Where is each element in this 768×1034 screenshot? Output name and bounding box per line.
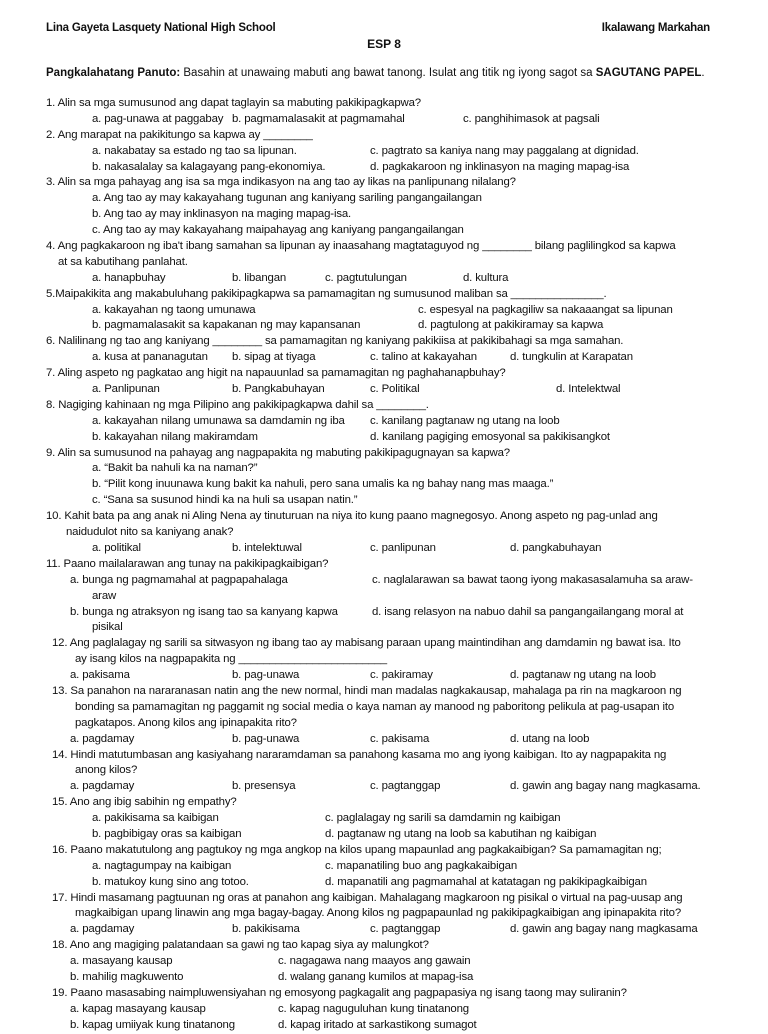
question-line: [0, 541, 768, 557]
question-line: [0, 700, 768, 716]
answer-choice: c. Ang tao ay may kakayahang maipahayag ang kaniyang pangangailangan: [92, 224, 464, 237]
question-line: [0, 430, 768, 446]
answer-choice: c. pagtrato sa kaniya nang may paggalang at dignidad.: [370, 144, 639, 157]
question-line: [0, 144, 768, 160]
question-text: 6. Nalilinang ng tao ang kaniyang ________ sa pamamagitan ng kaniyang pakikiisa at pakikibahagi sa mga samahan.: [46, 335, 624, 348]
answer-choice: a. pagdamay: [70, 732, 135, 745]
question-line: [0, 1018, 768, 1034]
answer-choice: b. pag-unawa: [232, 669, 300, 682]
question-text: 14. Hindi matutumbasan ang kasiyahang nararamdaman sa panahong kasama mo ang iyong kaibigan. Ito ay nagpapakita ng: [52, 748, 667, 761]
answer-choice: a. bunga ng pagmamahal at pagpapahalaga: [70, 573, 288, 586]
question-text: 12. Ang paglalagay ng sarili sa sitwasyon ng ibang tao ay mabisang paraan upang maintindihan ang damdamin ng bawat isa. Ito: [52, 637, 681, 650]
answer-choice: bonding sa pamamagitan ng paggamit ng social media o kaya naman ay manood ng paboritong pelikula at pag-usapan ito: [75, 700, 675, 713]
answer-choice: c. paglalagay ng sarili sa damdamin ng kaibigan: [325, 812, 561, 825]
question-line: [0, 223, 768, 239]
answer-choice: a. nakabatay sa estado ng tao sa lipunan.: [92, 144, 297, 157]
answer-choice: d. tungkulin at Karapatan: [510, 351, 633, 364]
question-text: 18. Ano ang magiging palatandaan sa gawi ng tao kapag siya ay malungkot?: [52, 939, 429, 952]
answer-choice: b. sipag at tiyaga: [232, 351, 316, 364]
question-text: 17. Hindi masamang pagtuunan ng oras at panahon ang kaibigan. Mahalagang magkaroon ng pisikal o virtual na pag-uusap ang: [52, 891, 683, 904]
question-text: 1. Alin sa mga sumusunod ang dapat taglayin sa mabuting pakikipagkapwa?: [46, 97, 421, 109]
question-line: [0, 843, 768, 859]
question-line: [0, 477, 768, 493]
answer-choice: at sa kabutihang panlahat.: [58, 255, 188, 268]
answer-choice: d. kultura: [463, 271, 509, 284]
question-line: [0, 779, 768, 795]
subject-title: ESP 8: [367, 37, 401, 51]
question-line: [0, 795, 768, 811]
answer-choice: a. “Bakit ba nahuli ka na naman?”: [92, 462, 258, 475]
question-line: [0, 891, 768, 907]
answer-choice: d. gawin ang bagay nang magkasama.: [510, 780, 701, 793]
question-line: [0, 716, 768, 732]
question-text: 19. Paano masasabing naimpluwensiyahan ng emosyong pagkagalit ang pagpapasiya ng isang taong may suliranin?: [52, 986, 627, 999]
question-line: [0, 748, 768, 764]
question-text: 7. Aling aspeto ng pagkatao ang higit na napauunlad sa pamamagitan ng paghahanapbuhay?: [46, 367, 506, 380]
quarter-label: Ikalawang Markahan: [601, 22, 710, 34]
answer-choice: b. libangan: [232, 271, 287, 284]
question-line: [0, 1002, 768, 1018]
answer-choice: araw: [92, 589, 117, 602]
answer-choice: b. intelektuwal: [232, 541, 302, 554]
question-line: [0, 303, 768, 319]
answer-choice: d. pagkakaroon ng inklinasyon na maging mapag-isa: [370, 160, 630, 173]
question-text: 3. Alin sa mga pahayag ang isa sa mga indikasyon na ang tao ay likas na panlipunang nilalang?: [46, 176, 516, 189]
question-line: [0, 414, 768, 430]
answer-choice: d. utang na loob: [510, 732, 590, 745]
question-line: [0, 239, 768, 255]
answer-choice: b. “Pilit kong inuunawa kung bakit ka nahuli, pero sana umalis ka ng bahay nang mas maaga.”: [92, 478, 554, 491]
question-line: [0, 191, 768, 207]
question-text: 8. Nagiging kahinaan ng mga Pilipino ang pakikipagkapwa dahil sa ________.: [46, 398, 429, 411]
answer-choice: c. talino at kakayahan: [370, 351, 477, 364]
question-line: [0, 350, 768, 366]
question-line: [0, 96, 768, 112]
question-line: [0, 906, 768, 922]
answer-choice: c. naglalarawan sa bawat taong iyong makasasalamuha sa araw-: [372, 573, 693, 586]
school-name: Lina Gayeta Lasquety National High School: [46, 22, 276, 34]
question-line: [0, 938, 768, 954]
answer-choice: pagkatapos. Anong kilos ang ipinapakita rito?: [75, 716, 297, 729]
answer-choice: a. pagdamay: [70, 780, 135, 793]
question-line: [0, 112, 768, 128]
answer-choice: a. pakisama: [70, 669, 130, 682]
answer-choice: c. espesyal na pagkagiliw sa nakaaangat sa lipunan: [418, 303, 673, 316]
answer-choice: b. presensya: [232, 780, 296, 793]
general-instructions: [46, 67, 705, 79]
answer-choice: b. kapag umiiyak kung tinatanong: [70, 1018, 235, 1031]
question-line: [0, 827, 768, 843]
answer-choice: d. pagtulong at pakikiramay sa kapwa: [418, 319, 604, 332]
instructions-end: .: [701, 67, 705, 79]
answer-choice: pisikal: [92, 621, 123, 634]
question-text: 5.Maipakikita ang makabuluhang pakikipagkapwa sa pamamagitan ng sumusunod maliban sa _______________.: [46, 287, 607, 300]
question-line: [0, 207, 768, 223]
answer-choice: d. Intelektwal: [556, 383, 621, 396]
answer-choice: a. politikal: [92, 541, 141, 554]
question-line: [0, 255, 768, 271]
question-line: [0, 589, 768, 605]
question-line: [0, 334, 768, 350]
question-line: [0, 318, 768, 334]
question-line: [0, 160, 768, 176]
question-text: 13. Sa panahon na nararanasan natin ang the new normal, hindi man madalas nagkakausap, mahalaga pa rin na magkaroon ng: [52, 684, 682, 697]
question-text: 16. Paano makatutulong ang pagtukoy ng mga angkop na kilos upang mapaunlad ang pagkakaibigan? Sa pamamagitan ng;: [52, 843, 662, 856]
answer-choice: b. pagmamalasakit at pagmamahal: [232, 112, 405, 125]
question-line: [0, 652, 768, 668]
answer-choice: a. hanapbuhay: [92, 271, 166, 284]
answer-choice: d. mapanatili ang pagmamahal at katatagan ng pakikipagkaibigan: [325, 875, 647, 888]
question-line: [0, 175, 768, 191]
question-text: 10. Kahit bata pa ang anak ni Aling Nena ay tinuturuan na niya ito kung paano magnegosyo. Anong aspeto ng pag-unlad ang: [46, 510, 658, 523]
question-line: [0, 811, 768, 827]
question-line: [0, 605, 768, 621]
answer-choice: b. pakikisama: [232, 923, 300, 936]
answer-choice: c. kapag naguguluhan kung tinatanong: [278, 1002, 469, 1015]
question-line: [0, 875, 768, 891]
answer-choice: c. “Sana sa susunod hindi ka na huli sa usapan natin.”: [92, 494, 358, 507]
question-line: [0, 493, 768, 509]
question-line: [0, 382, 768, 398]
question-line: [0, 859, 768, 875]
answer-choice: magkaibigan upang linawin ang mga bagay-bagay. Anong kilos ng pagpapaunlad ng pakikipagkaibigan ang ipinapakita rito?: [75, 907, 682, 920]
question-line: [0, 970, 768, 986]
answer-choice: c. pagtutulungan: [325, 271, 407, 284]
answer-choice: b. mahilig magkuwento: [70, 970, 184, 983]
answer-choice: c. Politikal: [370, 383, 420, 396]
question-line: [0, 922, 768, 938]
answer-choice: b. bunga ng atraksyon ng isang tao sa kanyang kapwa: [70, 605, 338, 618]
instructions-label: Pangkalahatang Panuto:: [46, 67, 181, 79]
answer-choice: d. pagtanaw ng utang na loob: [510, 669, 656, 682]
question-line: [0, 461, 768, 477]
answer-choice: b. pag-unawa: [232, 732, 300, 745]
question-line: [0, 398, 768, 414]
question-line: [0, 954, 768, 970]
answer-choice: a. kapag masayang kausap: [70, 1002, 206, 1015]
answer-choice: a. kusa at pananagutan: [92, 351, 208, 364]
answer-choice: c. pagtanggap: [370, 780, 441, 793]
answer-choice: d. pangkabuhayan: [510, 541, 602, 554]
question-text: 9. Alin sa sumusunod na pahayag ang nagpapakita ng mabuting pakikipagugnayan sa kapwa?: [46, 446, 510, 459]
answer-choice: naidudulot nito sa kaniyang anak?: [66, 526, 234, 539]
answer-choice: b. nakasalalay sa kalagayang pang-ekonomiya.: [92, 160, 326, 173]
answer-choice: a. pakikisama sa kaibigan: [92, 812, 219, 825]
answer-choice: a. pag-unawa at paggabay: [92, 112, 224, 125]
answer-choice: c. panghihimasok at pagsali: [463, 112, 600, 125]
question-line: [0, 668, 768, 684]
answer-choice: c. nagagawa nang maayos ang gawain: [278, 955, 471, 968]
answer-choice: d. pagtanaw ng utang na loob sa kabutihan ng kaibigan: [325, 827, 597, 840]
question-line: [0, 287, 768, 303]
answer-choice: anong kilos?: [75, 764, 138, 777]
question-text: 11. Paano mailalarawan ang tunay na pakikipagkaibigan?: [46, 557, 329, 570]
answer-choice: b. pagmamalasakit sa kapakanan ng may kapansanan: [92, 319, 361, 332]
answer-choice: d. kapag iritado at sarkastikong sumagot: [278, 1018, 477, 1031]
answer-choice: c. pagtanggap: [370, 923, 441, 936]
answer-choice: b. matukoy kung sino ang totoo.: [92, 875, 249, 888]
question-line: [0, 732, 768, 748]
instructions-text: Basahin at unawaing mabuti ang bawat tanong. Isulat ang titik ng iyong sagot sa: [180, 67, 596, 79]
question-line: [0, 128, 768, 144]
answer-choice: a. masayang kausap: [70, 955, 173, 968]
answer-choice: b. pagbibigay oras sa kaibigan: [92, 827, 242, 840]
question-line: [0, 271, 768, 287]
answer-choice: a. nagtagumpay na kaibigan: [92, 859, 232, 872]
question-line: [0, 525, 768, 541]
answer-choice: c. pakisama: [370, 732, 430, 745]
question-line: [0, 986, 768, 1002]
answer-choice: b. Ang tao ay may inklinasyon na maging mapag-isa.: [92, 208, 352, 221]
question-line: [0, 509, 768, 525]
answer-choice: c. panlipunan: [370, 541, 436, 554]
answer-choice: d. isang relasyon na nabuo dahil sa pangangailangang moral at: [372, 605, 684, 618]
answer-choice: c. mapanatiling buo ang pagkakaibigan: [325, 859, 518, 872]
question-line: [0, 684, 768, 700]
question-line: [0, 620, 768, 636]
question-line: [0, 446, 768, 462]
instructions-emphasis: SAGUTANG PAPEL: [595, 67, 702, 79]
question-text: 15. Ano ang ibig sabihin ng empathy?: [52, 796, 237, 809]
answer-choice: d. walang ganang kumilos at mapag-isa: [278, 970, 474, 983]
question-line: [0, 557, 768, 573]
question-text: 2. Ang marapat na pakikitungo sa kapwa ay ________: [46, 128, 313, 141]
question-line: [0, 366, 768, 382]
question-line: [0, 636, 768, 652]
answer-choice: b. kakayahan nilang makiramdam: [92, 430, 258, 443]
answer-choice: a. pagdamay: [70, 923, 135, 936]
answer-choice: a. kakayahan nilang umunawa sa damdamin ng iba: [92, 414, 345, 427]
answer-choice: d. gawin ang bagay nang magkasama: [510, 923, 698, 936]
question-line: [0, 763, 768, 779]
answer-choice: b. Pangkabuhayan: [232, 383, 325, 396]
answer-choice: ay isang kilos na nagpapakita ng ________________________: [75, 653, 387, 666]
question-text: 4. Ang pagkakaroon ng iba't ibang samahan sa lipunan ay inaasahang magtataguyod ng ________ bilang paglilingkod sa kapwa: [46, 240, 676, 253]
answer-choice: a. Ang tao ay may kakayahang tugunan ang kaniyang sariling pangangailangan: [92, 192, 482, 205]
answer-choice: a. Panlipunan: [92, 383, 160, 396]
answer-choice: d. kanilang pagiging emosyonal sa pakikisangkot: [370, 430, 610, 443]
answer-choice: c. pakiramay: [370, 669, 433, 682]
answer-choice: a. kakayahan ng taong umunawa: [92, 303, 256, 316]
answer-choice: c. kanilang pagtanaw ng utang na loob: [370, 414, 560, 427]
question-list: [0, 96, 768, 1034]
question-line: [0, 573, 768, 589]
